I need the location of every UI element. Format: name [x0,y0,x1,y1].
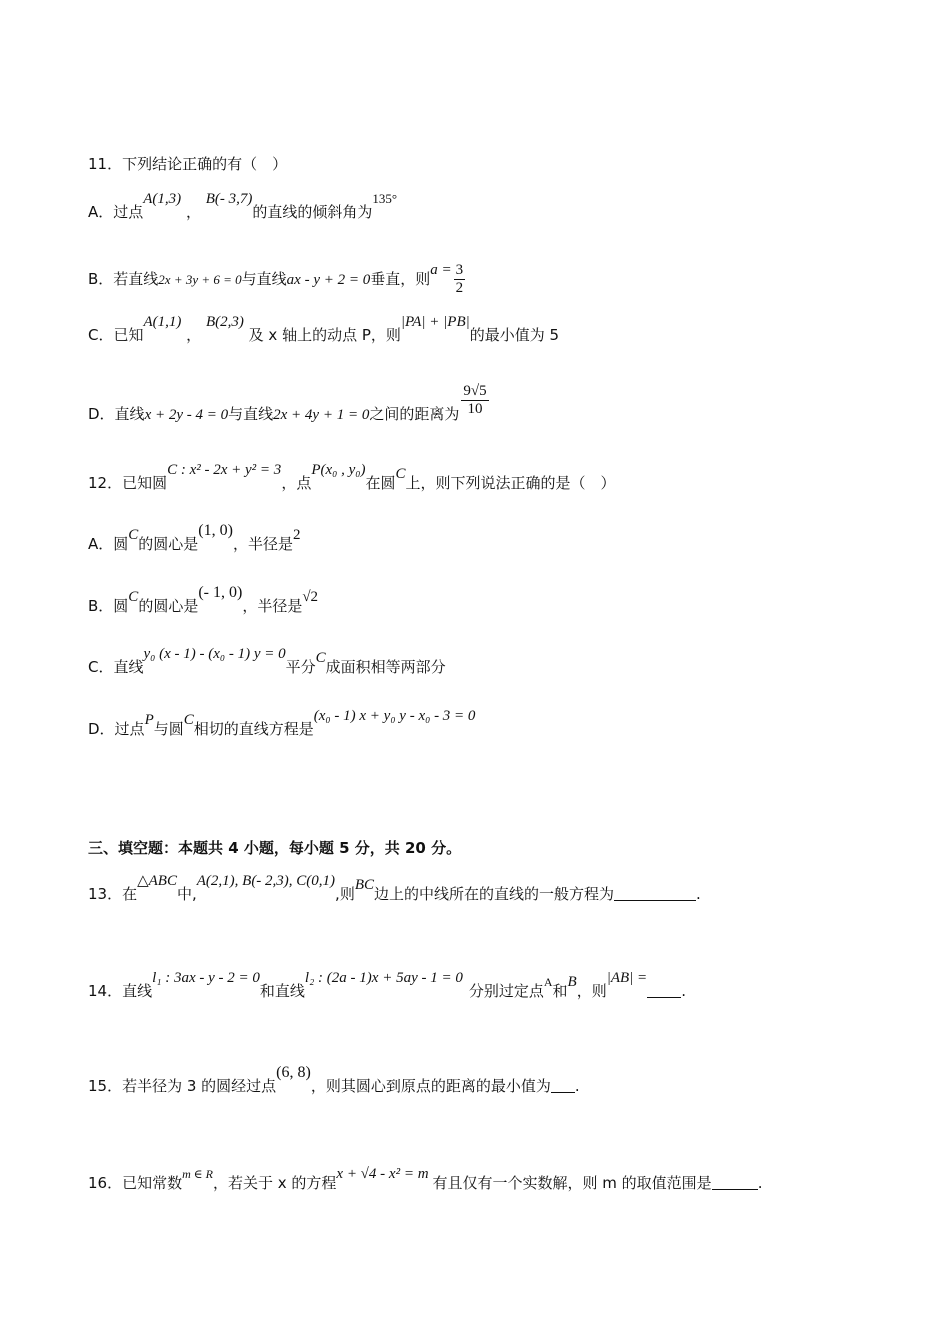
distance-sum: |PA| + |PB| [400,314,470,330]
distance-ab: |AB| = [606,970,648,986]
circle-equation: C : x² - 2x + y² = 3 [167,462,282,478]
circle-c: C [183,712,194,728]
q15: 15．若半径为 3 的圆经过点(6, 8)，则其圆心到原点的距离的最小值为 . [88,1064,580,1095]
line-equation-2: 2x + 4y + 1 = 0 [273,407,370,423]
q11-option-b: B．若直线2x + 3y + 6 = 0与直线ax - y + 2 = 0垂直，则a = $\frac{3}{2}$ [88,262,464,296]
angle-value: 135° [372,191,398,206]
point-p: P(x₀ , y₀) [311,462,366,478]
answer-blank[interactable] [647,982,681,998]
answer-blank[interactable] [614,885,696,901]
center-point: (- 1, 0) [198,584,243,601]
line-equation-2: ax - y + 2 = 0 [286,272,371,288]
variable-a: a = [430,262,452,278]
fraction-three-halves: $\frac{3}{2}$ [455,262,464,296]
point-a: A(1,3) [143,191,182,207]
vertex-points: A(2,1), B(- 2,3), C(0,1) [196,873,336,889]
q13: 13．在△ABC中,A(2,1), B(- 2,3), C(0,1),则BC边上的中线所在的直线的一般方程为 . [88,873,701,903]
point: (6, 8) [276,1064,311,1081]
radius-value: 2 [292,527,301,543]
circle-c: C [128,527,139,543]
circle-c: C [128,589,139,605]
circle-c: C [315,650,326,666]
q12-option-c: C．直线y₀ (x - 1) - (x₀ - 1) y = 0平分C成面积相等两部分 [88,646,446,676]
side-bc: BC [354,877,374,893]
answer-blank[interactable] [551,1077,575,1093]
constant-m: m ∈ R [182,1167,213,1181]
q11-option-c: C．已知A(1,1) ， B(2,3) 及 x 轴上的动点 P，则|PA| + |PB|的最小值为 5 [88,314,560,344]
q12-option-d: D．过点P与圆C相切的直线方程是(x₀ - 1) x + y₀ y - x₀ - 3 = 0 [88,708,476,738]
section-heading: 三、填空题：本题共 4 小题，每小题 5 分，共 20 分。 [88,839,462,857]
center-point: (1, 0) [198,522,233,539]
point-b: B [567,974,577,990]
line-equation: y₀ (x - 1) - (x₀ - 1) y = 0 [143,646,286,662]
point-p: P [144,712,154,728]
line-l1: l₁ : 3ax - y - 2 = 0 [152,970,260,986]
q11-option-a: A．过点A(1,3) ， B(- 3,7)的直线的倾斜角为135° [88,191,398,221]
radius-value: √2 [302,589,319,605]
circle-c: C [395,466,406,482]
q12-option-b: B．圆C的圆心是(- 1, 0)，半径是√2 [88,584,319,615]
line-equation-1: 2x + 3y + 6 = 0 [158,272,242,287]
q12-option-a: A．圆C的圆心是(1, 0)，半径是2 [88,522,301,553]
line-equation-1: x + 2y - 4 = 0 [144,407,229,423]
tangent-line-equation: (x₀ - 1) x + y₀ y - x₀ - 3 = 0 [313,708,476,724]
point-a: A [543,975,553,989]
triangle-abc: △ABC [137,873,177,889]
q11-option-d: D．直线x + 2y - 4 = 0与直线2x + 4y + 1 = 0之间的距离为 $\frac{9√5}{10}$ [88,383,487,423]
answer-blank[interactable] [712,1174,758,1190]
point-a: A(1,1) [143,314,182,330]
q14: 14．直线l₁ : 3ax - y - 2 = 0和直线l₂ : (2a - 1)x + 5ay - 1 = 0分别过定点$^A$和B，则|AB| =. [88,970,686,1000]
equation: x + √4 - x² = m [336,1166,429,1182]
line-l2: l₂ : (2a - 1)x + 5ay - 1 = 0 [304,970,463,986]
point-b: B(2,3) [205,314,244,330]
q16: 16．已知常数$^{m \in R}$，若关于 x 的方程x + √4 - x² = m 有且仅有一个实数解，则 m 的取值范围是 . [88,1166,763,1192]
point-b: B(- 3,7) [205,191,253,207]
fraction-distance: $\frac{9√5}{10}$ [463,383,487,417]
q11-stem: 11．下列结论正确的有（ ） [88,155,288,173]
q12-stem: 12．已知圆C : x² - 2x + y² = 3，点P(x₀ , y₀)在圆C上，则下列说法正确的是（ ） [88,462,616,492]
